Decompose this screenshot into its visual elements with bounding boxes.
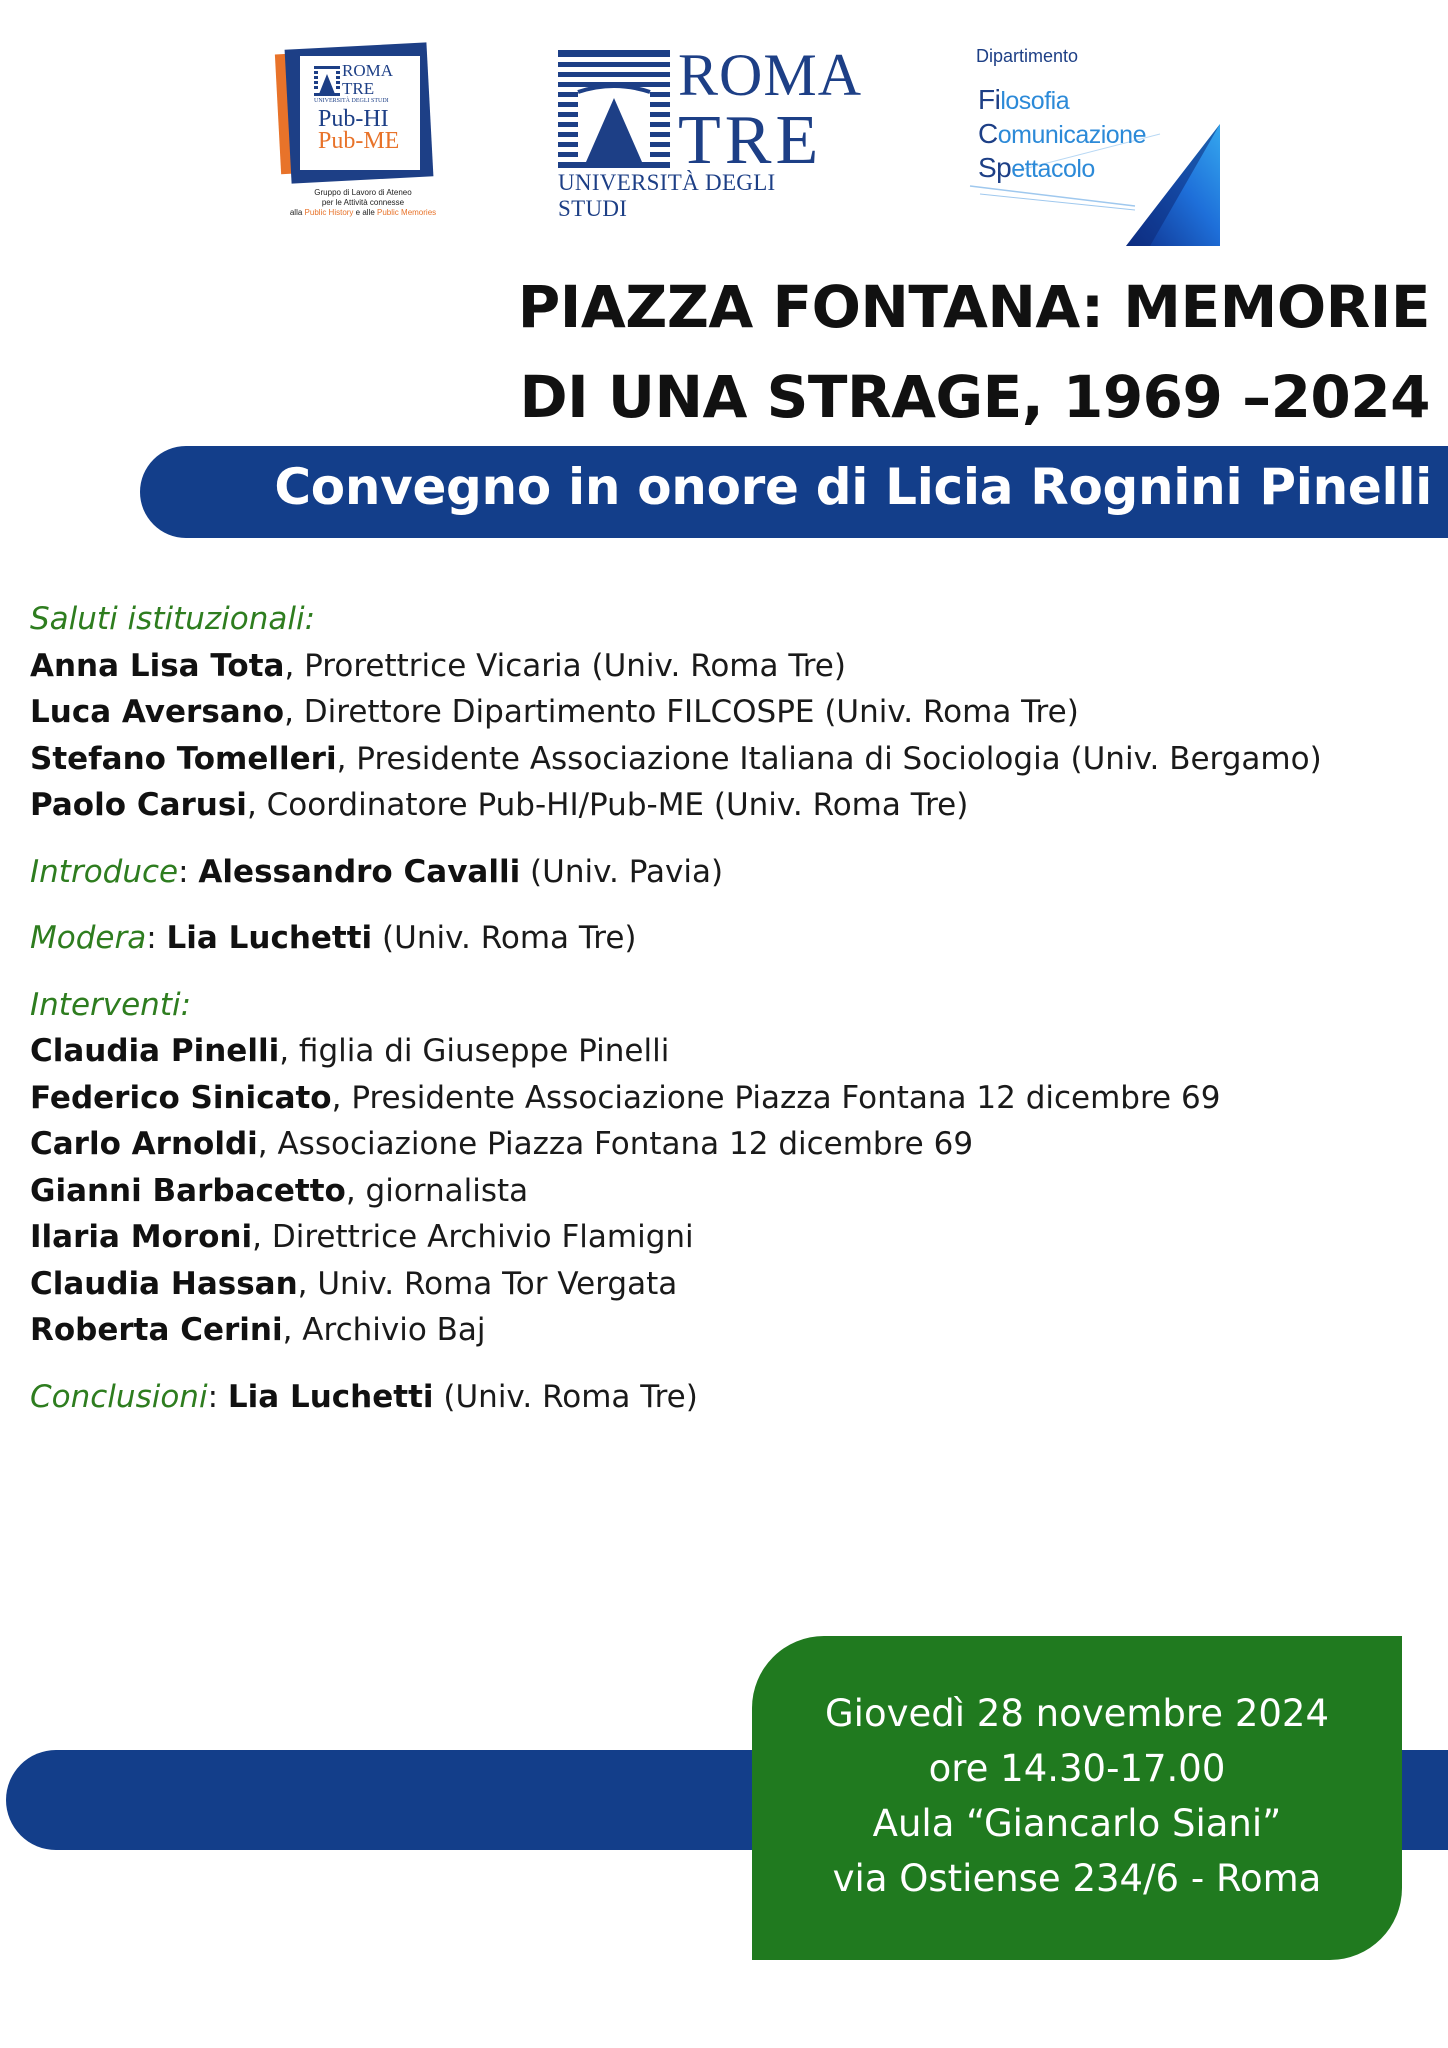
introduce-label: Introduce bbox=[30, 853, 179, 890]
pubhi-logo-univ: UNIVERSITÀ DEGLI STUDI bbox=[314, 98, 389, 104]
modera-label: Modera bbox=[30, 920, 147, 956]
romatre-mini-emblem-icon bbox=[314, 66, 340, 96]
speaker-line bbox=[30, 689, 1430, 736]
speaker-line bbox=[30, 782, 1430, 829]
introduce-line bbox=[30, 849, 1430, 896]
word3-cap: Sp bbox=[978, 152, 1012, 183]
speaker-name: Roberta Cerini bbox=[30, 1312, 283, 1348]
modera-name: Lia Luchetti bbox=[166, 920, 373, 956]
pubhi-logo-roma: ROMA bbox=[342, 61, 394, 80]
program-section bbox=[30, 596, 1430, 1420]
event-date: Giovedì 28 novembre 2024 bbox=[825, 1692, 1329, 1735]
speaker-line bbox=[30, 1214, 1430, 1261]
speaker-role: , Archivio Baj bbox=[282, 1312, 486, 1348]
event-time: ore 14.30-17.00 bbox=[928, 1747, 1226, 1790]
caption-line-1: Gruppo di Lavoro di Ateneo bbox=[314, 188, 412, 197]
speaker-line bbox=[30, 643, 1430, 690]
saluti-label: Saluti istituzionali: bbox=[30, 601, 316, 637]
conclusioni-name: Lia Luchetti bbox=[227, 1378, 434, 1415]
dipartimento-word-spettacolo bbox=[978, 154, 1095, 183]
speaker-name: Gianni Barbacetto bbox=[30, 1172, 346, 1209]
speaker-role: , Associazione Piazza Fontana 12 dicembre 69 bbox=[257, 1126, 974, 1162]
event-title-line-2: DI UNA STRAGE, 1969 –2024 bbox=[519, 363, 1430, 431]
dipartimento-word-comunicazione bbox=[978, 120, 1146, 149]
dipartimento-word-filosofia bbox=[978, 86, 1069, 115]
event-room: Aula “Giancarlo Siani” bbox=[872, 1802, 1282, 1845]
speaker-name: Federico Sinicato bbox=[30, 1079, 332, 1116]
pubhi-logo-pubme: Pub-ME bbox=[318, 128, 400, 154]
speaker-role: , Presidente Associazione Italiana di Sociologia (Univ. Bergamo) bbox=[336, 740, 1322, 777]
conclusioni-label: Conclusioni bbox=[30, 1378, 208, 1415]
modera-line bbox=[30, 915, 1430, 962]
event-address: via Ostiense 234/6 - Roma bbox=[832, 1857, 1322, 1900]
subtitle-banner bbox=[140, 446, 1448, 538]
speaker-role: , figlia di Giuseppe Pinelli bbox=[279, 1033, 670, 1069]
speaker-name: Carlo Arnoldi bbox=[30, 1126, 258, 1162]
word1-rest: losofia bbox=[1000, 87, 1070, 115]
interventi-label: Interventi: bbox=[30, 986, 192, 1023]
pubhi-pubme-logo bbox=[278, 42, 448, 220]
speaker-role: , Direttore Dipartimento FILCOSPE (Univ. Roma Tre) bbox=[284, 694, 1079, 730]
dipartimento-logo bbox=[960, 46, 1220, 206]
word3-rest: ettacolo bbox=[1011, 155, 1095, 183]
speaker-line bbox=[30, 1168, 1430, 1215]
speaker-role: , Coordinatore Pub-HI/Pub-ME (Univ. Roma Tre) bbox=[246, 787, 969, 823]
introduce-name: Alessandro Cavalli bbox=[198, 853, 521, 890]
speaker-line bbox=[30, 1121, 1430, 1168]
conclusioni-line bbox=[30, 1374, 1430, 1421]
event-info-box bbox=[752, 1636, 1402, 1960]
speaker-name: Anna Lisa Tota bbox=[30, 647, 285, 684]
speaker-role: , Univ. Roma Tor Vergata bbox=[297, 1265, 678, 1302]
speaker-line bbox=[30, 1075, 1430, 1122]
word2-cap: C bbox=[978, 118, 998, 149]
pubhi-logo-caption bbox=[278, 188, 448, 218]
pubhi-logo-pubhi: Pub-HI bbox=[318, 106, 389, 132]
speaker-name: Claudia Pinelli bbox=[30, 1033, 280, 1069]
caption-line-2: per le Attività connesse bbox=[321, 198, 405, 207]
speaker-name: Paolo Carusi bbox=[30, 787, 247, 823]
caption-3b: Public History bbox=[304, 208, 354, 217]
pubhi-logo-tre: TRE bbox=[342, 79, 375, 98]
word1-cap: Fi bbox=[978, 84, 1001, 115]
subtitle-banner-text: Convegno in onore di Licia Rognini Pinelli bbox=[274, 458, 1432, 516]
speaker-name: Claudia Hassan bbox=[30, 1265, 298, 1302]
romatre-logo-roma: ROMA bbox=[678, 42, 863, 108]
speaker-line bbox=[30, 736, 1430, 783]
modera-affiliation: (Univ. Roma Tre) bbox=[372, 920, 637, 956]
speaker-role: , giornalista bbox=[345, 1172, 529, 1209]
event-title-line-1: PIAZZA FONTANA: MEMORIE bbox=[517, 273, 1430, 341]
caption-3a: alla bbox=[289, 208, 305, 217]
romatre-logo bbox=[558, 42, 863, 221]
introduce-affiliation: (Univ. Pavia) bbox=[520, 853, 724, 890]
speaker-line bbox=[30, 1028, 1430, 1075]
conclusioni-affiliation: (Univ. Roma Tre) bbox=[433, 1378, 698, 1415]
colon: : bbox=[207, 1378, 228, 1415]
speaker-line bbox=[30, 1261, 1430, 1308]
speaker-role: , Direttrice Archivio Flamigni bbox=[252, 1219, 694, 1255]
romatre-logo-univ: UNIVERSITÀ DEGLI STUDI bbox=[558, 170, 776, 221]
colon: : bbox=[178, 853, 199, 890]
dipartimento-label: Dipartimento bbox=[976, 46, 1079, 66]
caption-3d: Public Memories bbox=[377, 208, 437, 217]
speaker-name: Stefano Tomelleri bbox=[30, 740, 337, 777]
word2-rest: omunicazione bbox=[997, 121, 1146, 149]
speaker-role: , Presidente Associazione Piazza Fontana 12 dicembre 69 bbox=[331, 1079, 1221, 1116]
speaker-line bbox=[30, 1307, 1430, 1354]
speaker-name: Ilaria Moroni bbox=[30, 1219, 253, 1255]
event-info-text bbox=[752, 1686, 1402, 1906]
romatre-emblem-icon bbox=[558, 50, 670, 172]
speaker-name: Luca Aversano bbox=[30, 694, 285, 730]
event-title bbox=[518, 262, 1430, 442]
romatre-logo-tre: TRE bbox=[678, 102, 823, 179]
colon: : bbox=[146, 920, 167, 956]
caption-line-3 bbox=[278, 208, 448, 218]
speaker-role: , Prorettrice Vicaria (Univ. Roma Tre) bbox=[284, 647, 846, 684]
caption-3c: e alle bbox=[353, 208, 378, 217]
